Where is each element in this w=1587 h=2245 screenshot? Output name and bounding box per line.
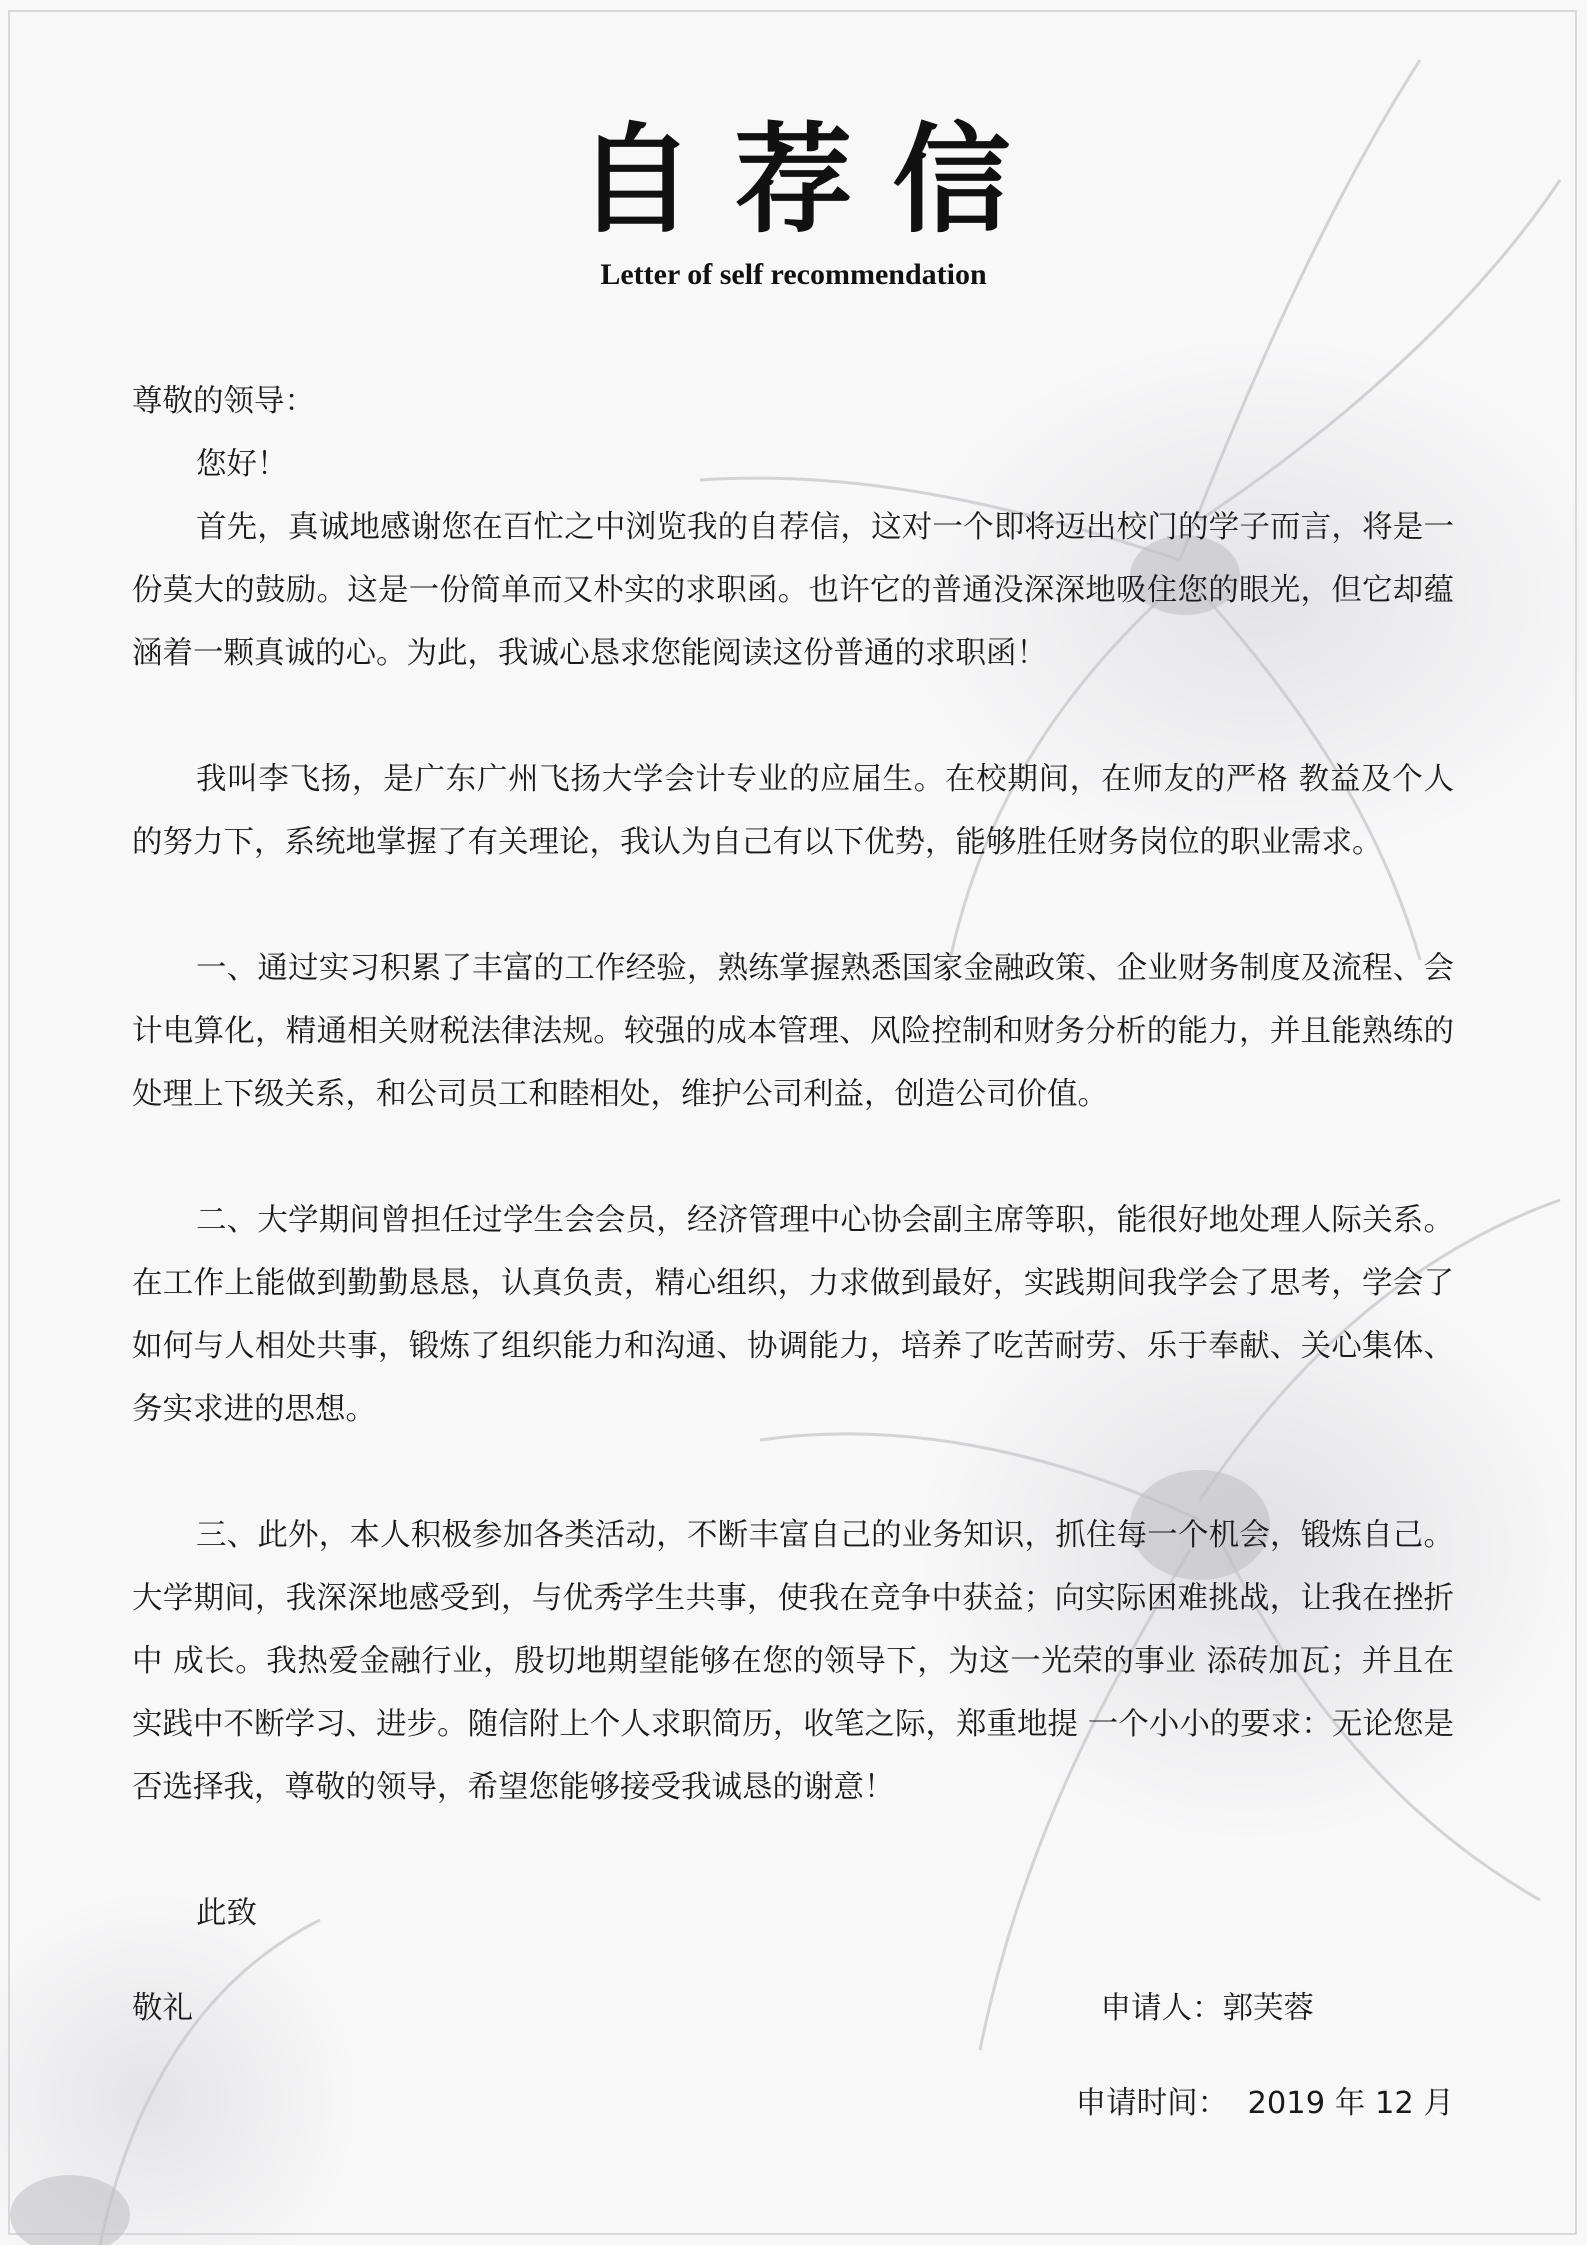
closing-line-1: 此致: [196, 1896, 257, 1931]
letter-title: 自荐信: [576, 110, 1051, 249]
paragraph-intro: 首先，真诚地感谢您在百忙之中浏览我的自荐信，这对一个即将迈出校门的学子而言，将是一份莫大的鼓励。这是一份简单而又朴实的求职函。也许它的普通没深深地吸住您的眼光，但它却蕴涵着一颗真诚的心。为此，我诚心恳求您能阅读这份普通的求职函！: [132, 510, 1454, 671]
applicant-name: 申请人：郭芙蓉: [1100, 1991, 1314, 2026]
paragraph-strength-2: 二、大学期间曾担任过学生会会员，经济管理中心协会副主席等职，能很好地处理人际关系。在工作上能做到勤勤恳恳，认真负责，精心组织，力求做到最好，实践期间我学会了思考，学会了如何与人相处共事，锻炼了组织能力和沟通、协调能力，培养了吃苦耐劳、乐于奉献、关心集体、务实求进的思想。: [132, 1203, 1454, 1427]
paragraph-strength-3: 三、此外，本人积极参加各类活动，不断丰富自己的业务知识，抓住每一个机会，锻炼自己。大学期间，我深深地感受到，与优秀学生共事，使我在竞争中获益；向实际困难挑战，让我在挫折中 成长。我热爱金融行业，殷切地期望能够在您的领导下，为这一光荣的事业 添砖加瓦；并且在实践中不断学习、进步。随信附上个人求职简历，收笔之际，郑重地提 一个小小的要求：无论您是否选择我，尊敬的领导，希望您能够接受我诚恳的谢意！: [132, 1518, 1454, 1805]
letter-body: [132, 370, 1454, 2135]
paragraph-background: 我叫李飞扬，是广东广州飞扬大学会计专业的应届生。在校期间，在师友的严格 教益及个人的努力下，系统地掌握了有关理论，我认为自己有以下优势，能够胜任财务岗位的职业需求。: [132, 762, 1454, 860]
greeting: 您好！: [196, 447, 288, 482]
application-date: 申请时间： 2019 年 12 月: [1075, 2086, 1454, 2121]
salutation: 尊敬的领导：: [132, 384, 315, 419]
letter-subtitle: Letter of self recommendation: [600, 258, 987, 291]
closing-line-2: 敬礼: [132, 1991, 193, 2026]
paragraph-strength-1: 一、通过实习积累了丰富的工作经验，熟练掌握熟悉国家金融政策、企业财务制度及流程、会计电算化，精通相关财税法律法规。较强的成本管理、风险控制和财务分析的能力，并且能熟练的处理上下级关系，和公司员工和睦相处，维护公司利益，创造公司价值。: [132, 951, 1454, 1112]
